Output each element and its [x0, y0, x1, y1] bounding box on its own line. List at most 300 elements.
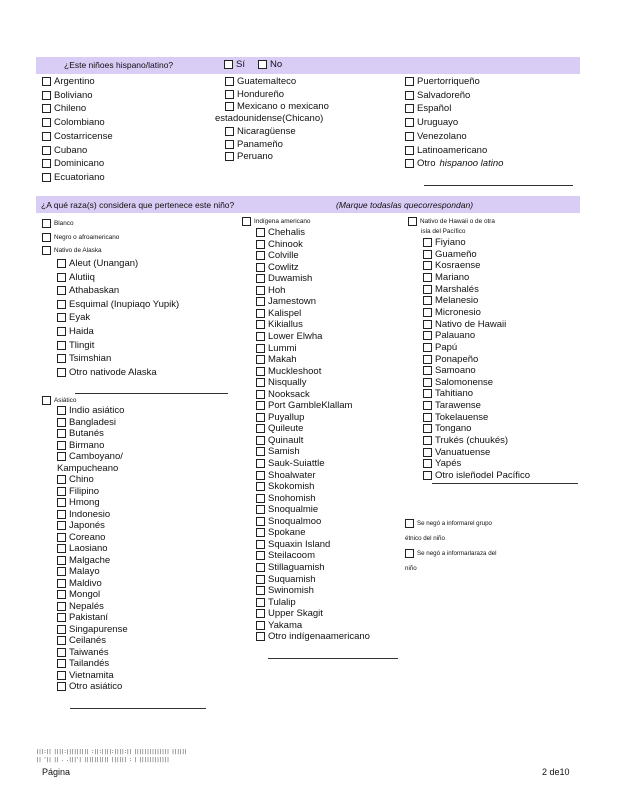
other-hispanic-write-line[interactable]	[424, 185, 573, 186]
option-checkbox[interactable]	[405, 104, 414, 113]
option-label: Snoqualmoo	[268, 515, 322, 527]
option-checkbox[interactable]	[423, 436, 432, 445]
list-item[interactable]	[423, 330, 475, 341]
list-item[interactable]	[405, 145, 487, 156]
option-label: Squaxin Island	[268, 538, 331, 550]
option-checkbox[interactable]	[256, 240, 265, 249]
list-item[interactable]	[42, 172, 105, 183]
american-indian-option[interactable]: Indígena americano	[242, 216, 311, 227]
option-checkbox[interactable]	[256, 609, 265, 618]
list-item[interactable]	[42, 145, 87, 156]
list-item[interactable]	[256, 620, 302, 631]
list-item[interactable]	[256, 239, 303, 250]
race-instruction: (Marque todaslas quecorrespondan)	[336, 200, 474, 210]
list-item[interactable]	[42, 131, 113, 142]
list-item[interactable]	[57, 520, 105, 531]
list-item[interactable]	[256, 435, 303, 446]
option-checkbox[interactable]	[423, 355, 432, 364]
option-checkbox[interactable]	[57, 533, 66, 542]
option-checkbox[interactable]	[256, 447, 265, 456]
list-item[interactable]	[225, 151, 273, 162]
option-label: Kampucheano	[57, 462, 119, 474]
option-checkbox[interactable]	[423, 413, 432, 422]
option-checkbox[interactable]	[256, 309, 265, 318]
list-item[interactable]	[423, 412, 488, 423]
option-checkbox[interactable]	[57, 300, 66, 309]
option-checkbox[interactable]	[256, 390, 265, 399]
option-checkbox[interactable]	[57, 368, 66, 377]
option-checkbox[interactable]	[57, 544, 66, 553]
list-item[interactable]	[405, 131, 467, 142]
option-checkbox[interactable]	[256, 424, 265, 433]
list-item[interactable]	[57, 312, 90, 323]
list-item[interactable]	[423, 423, 471, 434]
option-checkbox[interactable]	[256, 494, 265, 503]
list-item[interactable]	[57, 272, 95, 283]
list-item[interactable]	[42, 117, 105, 128]
option-checkbox[interactable]	[57, 590, 66, 599]
list-item[interactable]	[57, 681, 122, 692]
list-item[interactable]	[57, 474, 94, 485]
list-item[interactable]	[405, 103, 451, 114]
option-checkbox[interactable]	[256, 286, 265, 295]
list-item[interactable]	[256, 423, 303, 434]
option-checkbox[interactable]	[423, 238, 432, 247]
option-checkbox[interactable]	[42, 104, 51, 113]
list-item[interactable]	[57, 417, 116, 428]
asian-checkbox[interactable]	[42, 396, 51, 405]
black-option[interactable]: Negro o afroamericano	[42, 232, 119, 243]
declined-ethnicity-checkbox[interactable]	[405, 519, 414, 528]
list-item[interactable]	[256, 389, 310, 400]
option-checkbox[interactable]	[256, 540, 265, 549]
option-checkbox[interactable]	[256, 332, 265, 341]
option-label: estadounidense(Chicano)	[215, 113, 324, 124]
option-checkbox[interactable]	[57, 418, 66, 427]
option-label: Costarricense	[54, 130, 113, 142]
list-item[interactable]	[225, 126, 296, 137]
declined-race-checkbox[interactable]	[405, 549, 414, 558]
list-item[interactable]	[423, 470, 530, 481]
option-checkbox[interactable]	[256, 459, 265, 468]
list-item[interactable]	[256, 412, 304, 423]
list-item[interactable]	[423, 237, 466, 248]
list-item[interactable]	[57, 566, 100, 577]
list-item[interactable]	[405, 90, 470, 101]
option-checkbox[interactable]	[57, 567, 66, 576]
other-american-indian-write-line[interactable]	[268, 658, 398, 659]
list-item[interactable]	[423, 307, 481, 318]
list-item[interactable]	[256, 331, 322, 342]
option-checkbox[interactable]	[423, 343, 432, 352]
option-checkbox[interactable]	[256, 563, 265, 572]
option-checkbox[interactable]	[423, 366, 432, 375]
list-item[interactable]	[256, 273, 312, 284]
option-checkbox[interactable]	[57, 556, 66, 565]
option-checkbox[interactable]	[423, 320, 432, 329]
option-label: Fiyiano	[435, 237, 466, 248]
black-checkbox[interactable]	[42, 233, 51, 242]
list-item[interactable]	[42, 158, 104, 169]
option-label: Nepalés	[69, 600, 104, 612]
option-label: Quinault	[268, 434, 304, 446]
option-checkbox[interactable]	[423, 401, 432, 410]
option-checkbox[interactable]	[57, 354, 66, 363]
option-checkbox[interactable]	[57, 273, 66, 282]
option-checkbox[interactable]	[256, 551, 265, 560]
declined-ethnicity[interactable]: Se negó a informarel grupo étnico del niño	[405, 520, 492, 542]
list-item[interactable]	[225, 76, 296, 87]
option-checkbox[interactable]	[57, 452, 66, 461]
option-label: Jamestown	[268, 296, 317, 308]
list-item[interactable]	[256, 493, 316, 504]
option-label: Cubano	[54, 144, 88, 156]
list-item[interactable]	[423, 400, 481, 411]
option-label: Singapurense	[69, 623, 128, 635]
option-checkbox[interactable]	[405, 118, 414, 127]
list-item[interactable]	[256, 470, 316, 481]
pacific-islander-checkbox[interactable]	[408, 217, 417, 226]
option-checkbox[interactable]	[225, 152, 234, 161]
option-checkbox[interactable]	[423, 424, 432, 433]
option-checkbox[interactable]	[256, 436, 265, 445]
option-checkbox[interactable]	[256, 367, 265, 376]
option-label: Otro isleñodel Pacífico	[435, 470, 531, 481]
declined-race[interactable]: Se negó a informarlaraza del niño	[405, 550, 497, 572]
option-checkbox[interactable]	[57, 671, 66, 680]
list-item[interactable]	[423, 354, 478, 365]
option-label: Snoqualmie	[268, 504, 319, 516]
option-checkbox[interactable]	[225, 102, 234, 111]
option-checkbox[interactable]	[42, 173, 51, 182]
option-checkbox[interactable]	[57, 286, 66, 295]
option-checkbox[interactable]	[256, 251, 265, 260]
ethnicity-no-option[interactable]: No	[258, 59, 282, 70]
list-item[interactable]	[57, 299, 179, 310]
white-checkbox[interactable]	[42, 219, 51, 228]
option-checkbox[interactable]	[256, 413, 265, 422]
option-label: Indonesio	[69, 508, 111, 520]
option-label: Mariano	[435, 271, 470, 283]
list-item[interactable]	[225, 101, 329, 112]
option-checkbox[interactable]	[256, 320, 265, 329]
option-checkbox[interactable]	[256, 528, 265, 537]
option-label-italic: hispanoo latino	[439, 158, 504, 170]
list-item[interactable]	[57, 670, 114, 681]
option-checkbox[interactable]	[423, 471, 432, 480]
list-item[interactable]	[57, 589, 100, 600]
option-label: Stillaguamish	[268, 561, 325, 573]
option-label: Puertorriqueño	[417, 76, 480, 87]
option-checkbox[interactable]	[57, 510, 66, 519]
option-label: Venezolano	[417, 130, 467, 142]
list-item[interactable]	[256, 354, 297, 365]
option-checkbox[interactable]	[225, 140, 234, 149]
list-item[interactable]	[405, 117, 458, 128]
list-item[interactable]	[57, 285, 119, 296]
yes-checkbox[interactable]	[224, 60, 233, 69]
list-item[interactable]	[256, 377, 307, 388]
option-checkbox[interactable]	[42, 118, 51, 127]
list-item[interactable]	[423, 319, 506, 330]
list-item[interactable]	[256, 250, 299, 261]
list-item[interactable]	[256, 585, 314, 596]
other-pacific-write-line[interactable]	[432, 483, 578, 484]
option-checkbox[interactable]	[256, 505, 265, 514]
option-checkbox[interactable]	[405, 159, 414, 168]
option-checkbox[interactable]	[57, 579, 66, 588]
option-label: Melanesio	[435, 295, 479, 307]
list-item[interactable]	[256, 343, 297, 354]
option-checkbox[interactable]	[423, 250, 432, 259]
list-item[interactable]	[57, 367, 157, 378]
option-label: Athabaskan	[69, 285, 120, 297]
option-checkbox[interactable]	[423, 261, 432, 270]
option-label: Otro asiático	[69, 681, 123, 692]
option-checkbox[interactable]	[57, 259, 66, 268]
option-checkbox[interactable]	[256, 632, 265, 641]
list-item[interactable]	[256, 539, 330, 550]
option-label: Pakistaní	[69, 612, 109, 623]
list-item[interactable]	[256, 458, 325, 469]
option-checkbox[interactable]	[405, 146, 414, 155]
alaska-native-option[interactable]: Nativo de Alaska	[42, 245, 102, 256]
option-checkbox[interactable]	[405, 132, 414, 141]
list-item[interactable]	[57, 555, 110, 566]
option-checkbox[interactable]	[256, 575, 265, 584]
option-checkbox[interactable]	[405, 77, 414, 86]
option-label: Hoh	[268, 284, 286, 296]
option-checkbox[interactable]	[423, 448, 432, 457]
option-checkbox[interactable]	[57, 341, 66, 350]
option-checkbox[interactable]	[423, 378, 432, 387]
option-checkbox[interactable]	[423, 389, 432, 398]
list-item[interactable]	[423, 365, 476, 376]
list-item[interactable]	[57, 258, 138, 269]
option-label: Quileute	[268, 423, 304, 435]
list-item[interactable]	[423, 284, 479, 295]
list-item[interactable]	[57, 405, 124, 416]
american-indian-checkbox[interactable]	[242, 217, 251, 226]
list-item[interactable]	[57, 440, 104, 451]
option-label: Taiwanés	[69, 646, 109, 658]
option-label: Samish	[268, 446, 300, 458]
option-label: Salvadoreño	[417, 89, 471, 101]
option-checkbox[interactable]	[57, 648, 66, 657]
list-item[interactable]	[423, 435, 508, 446]
list-item[interactable]	[423, 342, 457, 353]
option-label: Trukés (chuukés)	[435, 435, 509, 447]
option-checkbox[interactable]	[57, 327, 66, 336]
other-alaska-write-line[interactable]	[75, 393, 228, 394]
option-checkbox[interactable]	[57, 441, 66, 450]
option-checkbox[interactable]	[256, 274, 265, 283]
option-checkbox[interactable]	[57, 475, 66, 484]
option-checkbox[interactable]	[57, 429, 66, 438]
list-item[interactable]	[405, 158, 503, 169]
list-item[interactable]	[57, 624, 128, 635]
option-checkbox[interactable]	[256, 355, 265, 364]
option-label: Nativo de Hawaii	[435, 318, 507, 330]
option-checkbox[interactable]	[256, 297, 265, 306]
list-item[interactable]	[57, 509, 110, 520]
option-label: Chino	[69, 474, 94, 485]
barcode-bottom: || '|| || . .|||'| |||||||||| |||||| : | ||||||||||||	[36, 757, 170, 763]
option-checkbox[interactable]	[256, 401, 265, 410]
list-item[interactable]	[57, 543, 108, 554]
option-checkbox[interactable]	[256, 482, 265, 491]
option-checkbox[interactable]	[42, 91, 51, 100]
option-checkbox[interactable]	[256, 586, 265, 595]
list-item[interactable]	[423, 249, 477, 260]
option-label: Palauano	[435, 330, 476, 342]
list-item[interactable]	[256, 631, 370, 642]
option-label: Colville	[268, 250, 299, 262]
option-label: Tokelauense	[435, 411, 489, 423]
list-item[interactable]	[57, 326, 94, 337]
list-item[interactable]	[256, 574, 316, 585]
list-item[interactable]	[256, 597, 296, 608]
option-label: Tsimshian	[69, 353, 112, 365]
list-item[interactable]	[57, 353, 111, 364]
option-checkbox[interactable]	[256, 228, 265, 237]
option-label: Panameño	[237, 138, 283, 150]
list-item[interactable]	[423, 260, 480, 271]
list-item[interactable]	[57, 486, 99, 497]
list-item[interactable]	[42, 103, 86, 114]
white-option[interactable]: Blanco	[42, 218, 74, 229]
option-checkbox[interactable]	[423, 308, 432, 317]
list-item[interactable]	[57, 635, 106, 646]
option-checkbox[interactable]	[256, 517, 265, 526]
option-checkbox[interactable]	[42, 77, 51, 86]
option-checkbox[interactable]	[42, 132, 51, 141]
list-item[interactable]	[57, 532, 105, 543]
list-item[interactable]	[256, 400, 352, 411]
list-item[interactable]	[423, 377, 493, 388]
list-item[interactable]	[423, 447, 490, 458]
list-item[interactable]	[423, 272, 469, 283]
list-item	[215, 113, 323, 124]
option-checkbox[interactable]	[225, 77, 234, 86]
list-item[interactable]	[42, 76, 95, 87]
option-label: Lower Elwha	[268, 330, 323, 342]
list-item[interactable]	[405, 76, 480, 87]
list-item[interactable]	[256, 319, 303, 330]
list-item[interactable]	[256, 296, 316, 307]
list-item[interactable]	[256, 285, 285, 296]
option-checkbox[interactable]	[57, 602, 66, 611]
list-item[interactable]	[57, 601, 104, 612]
option-checkbox[interactable]	[57, 659, 66, 668]
asian-option[interactable]: Asiático	[42, 395, 76, 406]
list-item[interactable]	[256, 366, 321, 377]
option-checkbox[interactable]	[42, 159, 51, 168]
list-item[interactable]	[57, 428, 104, 439]
option-checkbox[interactable]	[256, 378, 265, 387]
list-item[interactable]	[256, 308, 301, 319]
option-checkbox[interactable]	[423, 459, 432, 468]
list-item[interactable]	[57, 340, 94, 351]
list-item[interactable]	[57, 647, 109, 658]
list-item[interactable]	[57, 612, 108, 623]
option-checkbox[interactable]	[423, 285, 432, 294]
option-label: Coreano	[69, 531, 106, 543]
option-label: Marshalés	[435, 283, 479, 295]
option-label: Esquimal (Inupiaqo Yupik)	[69, 298, 180, 310]
option-label: Boliviano	[54, 89, 93, 101]
option-label: Salomonense	[435, 376, 494, 388]
list-item[interactable]	[423, 458, 461, 469]
list-item[interactable]	[256, 550, 315, 561]
option-label: Filipino	[69, 485, 100, 497]
option-checkbox[interactable]	[57, 625, 66, 634]
option-label: Makah	[268, 354, 297, 366]
option-checkbox[interactable]	[57, 406, 66, 415]
list-item[interactable]	[256, 227, 305, 238]
option-checkbox[interactable]	[256, 471, 265, 480]
option-checkbox[interactable]	[256, 344, 265, 353]
list-item[interactable]	[42, 90, 93, 101]
option-label: Hondureño	[237, 88, 285, 100]
alaska-native-checkbox[interactable]	[42, 246, 51, 255]
pacific-islander-option[interactable]: Nativo de Hawaii o de otra	[408, 216, 495, 227]
option-label: Steilacoom	[268, 550, 315, 562]
option-label: Tlingit	[69, 339, 95, 351]
option-checkbox[interactable]	[225, 90, 234, 99]
ethnicity-yes-option[interactable]: Sí	[224, 59, 245, 70]
option-checkbox[interactable]	[57, 682, 66, 691]
list-item[interactable]	[225, 89, 284, 100]
option-checkbox[interactable]	[423, 331, 432, 340]
list-item[interactable]	[57, 658, 109, 669]
option-checkbox[interactable]	[256, 263, 265, 272]
option-checkbox[interactable]	[57, 498, 66, 507]
list-item[interactable]	[256, 527, 306, 538]
option-checkbox[interactable]	[57, 487, 66, 496]
list-item[interactable]	[57, 451, 123, 462]
page-number: 2 de10	[542, 767, 570, 777]
option-checkbox[interactable]	[225, 127, 234, 136]
option-checkbox[interactable]	[405, 91, 414, 100]
list-item[interactable]	[256, 608, 323, 619]
list-item[interactable]	[57, 497, 100, 508]
list-item[interactable]	[256, 481, 314, 492]
list-item[interactable]	[225, 139, 283, 150]
list-item[interactable]	[256, 262, 299, 273]
option-checkbox[interactable]	[256, 598, 265, 607]
list-item[interactable]	[57, 578, 102, 589]
option-label: Español	[417, 103, 452, 115]
option-checkbox[interactable]	[57, 313, 66, 322]
option-checkbox[interactable]	[256, 621, 265, 630]
no-checkbox[interactable]	[258, 60, 267, 69]
option-label: Colombiano	[54, 117, 105, 129]
option-checkbox[interactable]	[57, 613, 66, 622]
option-checkbox[interactable]	[423, 296, 432, 305]
other-asian-write-line[interactable]	[70, 708, 206, 709]
list-item[interactable]	[256, 446, 300, 457]
list-item[interactable]	[256, 516, 321, 527]
option-checkbox[interactable]	[57, 521, 66, 530]
list-item[interactable]	[423, 388, 473, 399]
list-item[interactable]	[256, 504, 318, 515]
option-checkbox[interactable]	[42, 146, 51, 155]
list-item[interactable]	[256, 562, 325, 573]
option-checkbox[interactable]	[57, 636, 66, 645]
list-item[interactable]	[423, 295, 478, 306]
option-checkbox[interactable]	[423, 273, 432, 282]
